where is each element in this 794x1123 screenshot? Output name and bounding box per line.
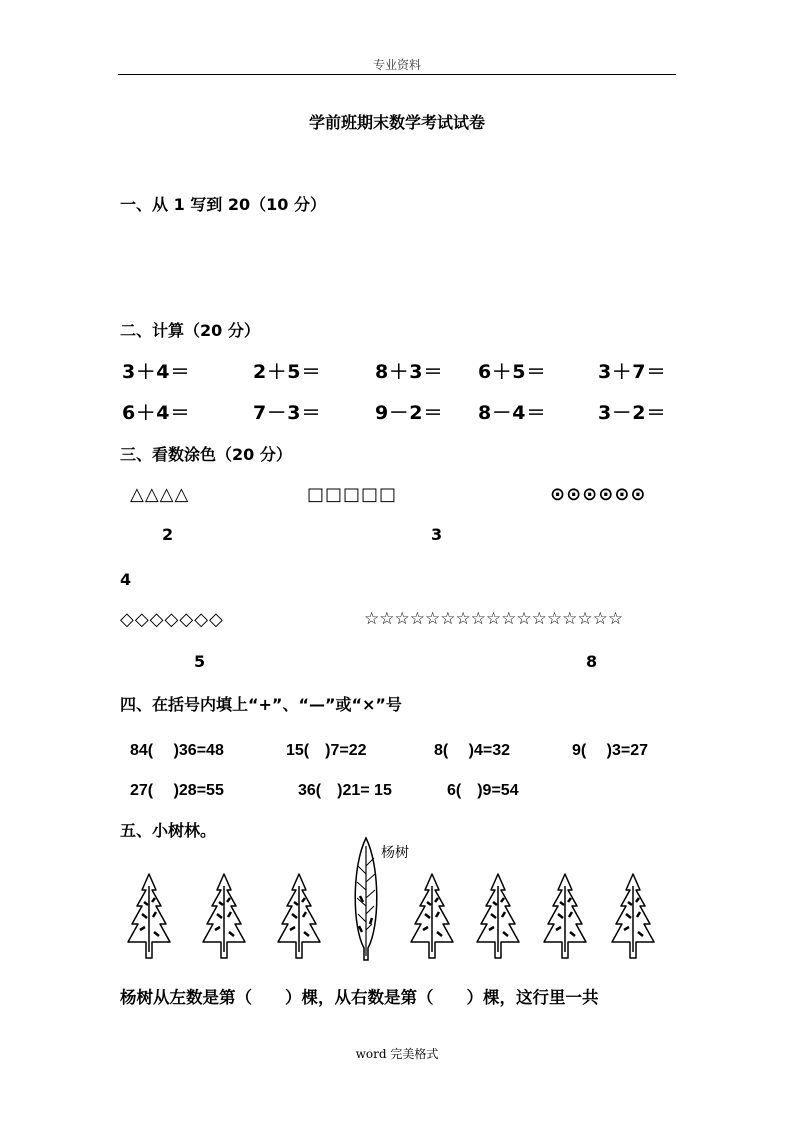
calc-item: 6＋5＝ xyxy=(478,361,547,383)
section1-heading: 一、从 1 写到 20（10 分） xyxy=(120,195,326,214)
circles-group: ⊙⊙⊙⊙⊙⊙ xyxy=(550,484,647,505)
pine-tree-icon xyxy=(276,872,322,960)
calc-item: 2＋5＝ xyxy=(253,361,322,383)
header-rule xyxy=(118,74,676,75)
stars-group: ☆☆☆☆☆☆☆☆☆☆☆☆☆☆☆☆☆ xyxy=(364,609,624,629)
pine-tree-icon xyxy=(126,872,172,960)
calc-item: 9－2＝ xyxy=(375,402,444,424)
pine-tree-icon xyxy=(475,872,521,960)
calc-item: 3－2＝ xyxy=(598,402,667,424)
equation-item: 8( )4=32 xyxy=(434,742,511,759)
pine-tree-icon xyxy=(542,872,588,960)
poplar-tree-icon xyxy=(350,836,382,962)
page-footer: word 完美格式 xyxy=(355,1047,439,1061)
circles-count: 4 xyxy=(120,570,132,589)
calc-item: 7－3＝ xyxy=(253,402,322,424)
squares-group: □□□□□ xyxy=(307,484,398,505)
diamonds-count: 5 xyxy=(194,652,206,671)
pine-tree-icon xyxy=(201,872,247,960)
equation-item: 9( )3=27 xyxy=(572,742,649,759)
equation-item: 84( )36=48 xyxy=(130,742,224,759)
equation-item: 15( )7=22 xyxy=(286,742,367,759)
equation-item: 6( )9=54 xyxy=(447,782,519,799)
question-text: 杨树从左数是第（ ）棵，从右数是第（ ）棵，这行里一共 xyxy=(120,988,599,1007)
section2-heading: 二、计算（20 分） xyxy=(120,321,260,340)
section5-heading: 五、小树林。 xyxy=(120,821,217,840)
equation-item: 36( )21= 15 xyxy=(298,782,392,799)
triangles-group: △△△△ xyxy=(130,484,190,505)
pine-tree-icon xyxy=(610,872,656,960)
equation-item: 27( )28=55 xyxy=(130,782,224,799)
diamonds-group: ◇◇◇◇◇◇◇ xyxy=(120,609,224,630)
calc-item: 8－4＝ xyxy=(478,402,547,424)
calc-item: 3＋4＝ xyxy=(122,361,191,383)
calc-item: 6＋4＝ xyxy=(122,402,191,424)
page-title: 学前班期末数学考试试卷 xyxy=(308,113,485,132)
poplar-label: 杨树 xyxy=(381,845,409,861)
triangles-count: 2 xyxy=(162,525,174,544)
stars-count: 8 xyxy=(586,652,598,671)
calc-item: 3＋7＝ xyxy=(598,361,667,383)
squares-count: 3 xyxy=(431,525,443,544)
section3-heading: 三、看数涂色（20 分） xyxy=(120,445,292,464)
section4-heading: 四、在括号内填上“+”、“—”或“×”号 xyxy=(120,695,402,714)
page-header: 专业资料 xyxy=(372,58,421,72)
calc-item: 8＋3＝ xyxy=(375,361,444,383)
pine-tree-icon xyxy=(409,872,455,960)
